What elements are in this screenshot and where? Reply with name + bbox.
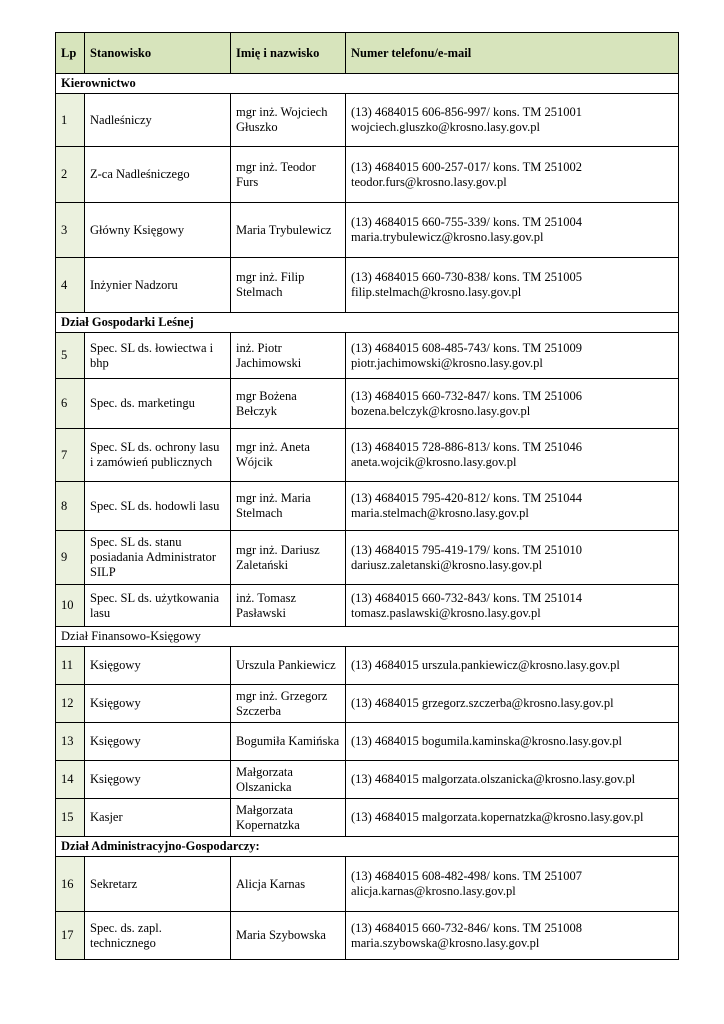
header-position: Stanowisko [85,33,231,74]
row-phone: (13) 4684015 660-730-838/ kons. TM 251005 [351,270,583,284]
table-row [56,799,679,837]
row-name: mgr inż. Wojciech Głuszko [231,94,346,147]
row-position: Spec. ds. zapl. technicznego [85,912,231,960]
header-lp: Lp [56,33,85,74]
row-lp: 5 [56,333,85,379]
table-row [56,258,679,313]
row-lp: 4 [56,258,85,313]
row-phone: (13) 4684015 608-485-743/ kons. TM 251009 [351,340,583,355]
row-position: Księgowy [85,647,231,685]
table-row [56,585,679,627]
row-name: Maria Trybulewicz [231,203,346,258]
row-email: maria.szybowska@krosno.lasy.gov.pl [351,935,540,950]
row-name: mgr inż. Grzegorz Szczerba [231,685,346,723]
row-contact [346,379,679,429]
staff-table [55,32,679,960]
table-row [56,761,679,799]
row-name: Małgorzata Kopernatzka [231,799,346,837]
section-row-forestry [56,313,679,333]
row-phone: (13) 4684015 660-755-339/ kons. TM 251004 [351,215,583,229]
row-lp: 15 [56,799,85,837]
row-email: alicja.karnas@krosno.lasy.gov.pl [351,884,516,898]
row-lp: 8 [56,482,85,531]
row-lp: 7 [56,429,85,482]
section-row-admin [56,837,679,857]
row-contact: (13) 4684015 grzegorz.szczerba@krosno.lasy.gov.pl [346,685,679,723]
row-position: Kasjer [85,799,231,837]
row-name: mgr inż. Dariusz Zaletański [231,531,346,585]
section-row-finance [56,627,679,647]
row-email: wojciech.gluszko@krosno.lasy.gov.pl [351,120,541,134]
row-contact [346,203,679,258]
row-phone: (13) 4684015 606-856-997/ kons. TM 251001 [351,105,583,119]
row-name: Maria Szybowska [231,912,346,960]
row-name: mgr inż. Maria Stelmach [231,482,346,531]
row-position: Inżynier Nadzoru [85,258,231,313]
row-position: Spec. SL ds. stanu posiadania Administrator SILP [85,531,231,585]
row-lp: 9 [56,531,85,585]
section-title: Dział Administracyjno-Gospodarczy: [56,837,679,857]
section-title: Dział Finansowo-Księgowy [56,627,679,647]
row-lp: 12 [56,685,85,723]
row-lp: 1 [56,94,85,147]
row-phone: (13) 4684015 795-420-812/ kons. TM 251044 [351,491,583,505]
row-contact [346,333,679,379]
row-phone: (13) 4684015 728-886-813/ kons. TM 251046 [351,440,583,454]
row-lp: 16 [56,857,85,912]
row-position: Główny Księgowy [85,203,231,258]
row-email: aneta.wojcik@krosno.lasy.gov.pl [351,455,517,469]
table-row [56,857,679,912]
row-lp: 13 [56,723,85,761]
table-row [56,647,679,685]
row-email: piotr.jachimowski@krosno.lasy.gov.pl [351,355,543,370]
row-name: mgr inż. Teodor Furs [231,147,346,203]
row-lp: 3 [56,203,85,258]
row-phone: (13) 4684015 660-732-847/ kons. TM 251006 [351,388,583,403]
row-position: Spec. SL ds. ochrony lasu i zamówień publicznych [85,429,231,482]
row-name: mgr inż. Aneta Wójcik [231,429,346,482]
row-lp: 17 [56,912,85,960]
row-name: mgr inż. Filip Stelmach [231,258,346,313]
row-position: Spec. SL ds. hodowli lasu [85,482,231,531]
row-name: Bogumiła Kamińska [231,723,346,761]
table-row [56,482,679,531]
row-lp: 14 [56,761,85,799]
row-email: teodor.furs@krosno.lasy.gov.pl [351,174,507,189]
table-row [56,333,679,379]
row-lp: 6 [56,379,85,429]
section-row-management [56,74,679,94]
row-contact [346,258,679,313]
row-position: Spec. SL ds. łowiectwa i bhp [85,333,231,379]
table-row [56,147,679,203]
table-row [56,379,679,429]
row-contact [346,94,679,147]
row-position: Spec. ds. marketingu [85,379,231,429]
header-name: Imię i nazwisko [231,33,346,74]
row-email: maria.stelmach@krosno.lasy.gov.pl [351,506,529,520]
row-phone: (13) 4684015 660-732-843/ kons. TM 251014 [351,590,583,605]
row-lp: 2 [56,147,85,203]
row-email: tomasz.paslawski@krosno.lasy.gov.pl [351,605,541,620]
row-name: Alicja Karnas [231,857,346,912]
row-contact: (13) 4684015 malgorzata.kopernatzka@krosno.lasy.gov.pl [346,799,679,837]
row-position: Z-ca Nadleśniczego [85,147,231,203]
row-email: maria.trybulewicz@krosno.lasy.gov.pl [351,230,544,244]
row-position: Księgowy [85,685,231,723]
row-name: Małgorzata Olszanicka [231,761,346,799]
row-contact [346,531,679,585]
table-row [56,531,679,585]
section-title: Dział Gospodarki Leśnej [56,313,679,333]
row-position: Nadleśniczy [85,94,231,147]
row-position: Spec. SL ds. użytkowania lasu [85,585,231,627]
section-title: Kierownictwo [56,74,679,94]
row-name: mgr Bożena Bełczyk [231,379,346,429]
row-phone: (13) 4684015 660-732-846/ kons. TM 251008 [351,920,583,935]
row-lp: 10 [56,585,85,627]
table-row [56,912,679,960]
row-contact [346,857,679,912]
table-header-row [56,33,679,74]
row-name: Urszula Pankiewicz [231,647,346,685]
row-email: filip.stelmach@krosno.lasy.gov.pl [351,285,522,299]
row-name: inż. Piotr Jachimowski [231,333,346,379]
row-phone: (13) 4684015 795-419-179/ kons. TM 251010 [351,542,583,557]
row-contact [346,585,679,627]
table-row [56,685,679,723]
header-contact: Numer telefonu/e-mail [346,33,679,74]
row-contact [346,912,679,960]
row-email: bozena.belczyk@krosno.lasy.gov.pl [351,403,531,418]
row-position: Księgowy [85,723,231,761]
table-row [56,94,679,147]
row-phone: (13) 4684015 608-482-498/ kons. TM 251007 [351,869,583,883]
row-lp: 11 [56,647,85,685]
row-name: inż. Tomasz Pasławski [231,585,346,627]
table-row [56,429,679,482]
row-position: Księgowy [85,761,231,799]
row-contact: (13) 4684015 bogumila.kaminska@krosno.lasy.gov.pl [346,723,679,761]
row-phone: (13) 4684015 600-257-017/ kons. TM 251002 [351,159,583,174]
row-contact [346,147,679,203]
row-position: Sekretarz [85,857,231,912]
row-contact [346,429,679,482]
table-row [56,203,679,258]
table-row [56,723,679,761]
row-contact: (13) 4684015 urszula.pankiewicz@krosno.lasy.gov.pl [346,647,679,685]
row-email: dariusz.zaletanski@krosno.lasy.gov.pl [351,557,543,572]
row-contact: (13) 4684015 malgorzata.olszanicka@krosno.lasy.gov.pl [346,761,679,799]
row-contact [346,482,679,531]
